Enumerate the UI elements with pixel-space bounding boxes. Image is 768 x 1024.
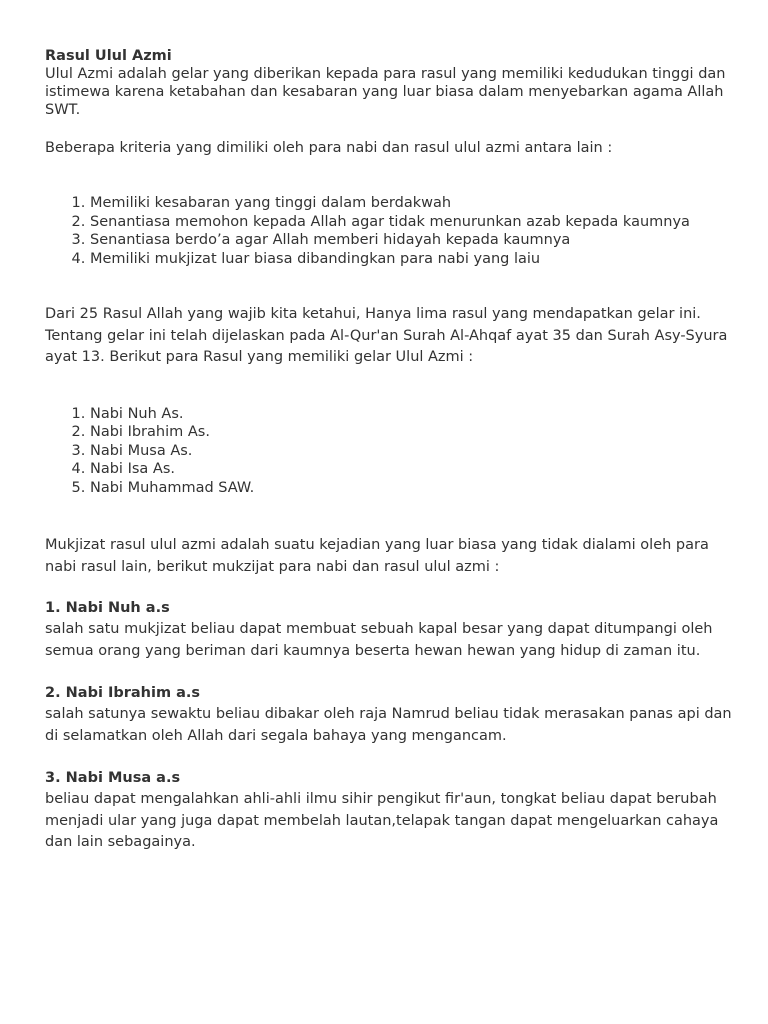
section-nabi-ibrahim xyxy=(45,683,735,747)
criteria-intro: Beberapa kriteria yang dimiliki oleh para nabi dan rasul ulul azmi antara lain : xyxy=(45,140,613,156)
section-heading: 1. Nabi Nuh a.s xyxy=(45,600,170,616)
section-body: salah satunya sewaktu beliau dibakar oleh raja Namrud beliau tidak merasakan panas api dan di selamatkan oleh Allah dari segala bahaya yang mengancam. xyxy=(45,706,732,744)
rasul-list xyxy=(45,405,735,498)
list-item: 1. Memiliki kesabaran yang tinggi dalam berdakwah xyxy=(90,194,735,213)
intro-paragraph: Ulul Azmi adalah gelar yang diberikan kepada para rasul yang memiliki kedudukan tinggi dan istimewa karena ketabahan dan kesabaran yang luar biasa dalam menyebarkan agama Allah SWT. xyxy=(45,66,726,118)
list-item: 5. Nabi Muhammad SAW. xyxy=(90,479,735,498)
list-item: 3. Senantiasa berdo’a agar Allah memberi hidayah kepada kaumnya xyxy=(90,231,735,250)
criteria-list xyxy=(45,194,735,268)
list-item: 2. Senantiasa memohon kepada Allah agar tidak menurunkan azab kepada kaumnya xyxy=(90,213,735,232)
document-title: Rasul Ulul Azmi xyxy=(45,48,172,64)
section-body: salah satu mukjizat beliau dapat membuat sebuah kapal besar yang dapat ditumpangi oleh semua orang yang beriman dari kaumnya beserta hewan hewan yang hidup di zaman itu. xyxy=(45,621,713,659)
section-body: beliau dapat mengalahkan ahli-ahli ilmu sihir pengikut fir'aun, tongkat beliau dapat berubah menjadi ular yang juga dapat membelah lautan,telapak tangan dapat mengeluarkan cahaya dan lain sebagainya. xyxy=(45,791,719,850)
document-page xyxy=(45,47,735,854)
list-item: 3. Nabi Musa As. xyxy=(90,442,735,461)
list-item: 4. Memiliki mukjizat luar biasa dibandingkan para nabi yang laiu xyxy=(90,250,735,269)
section-nabi-musa xyxy=(45,768,735,854)
list-item: 2. Nabi Ibrahim As. xyxy=(90,423,735,442)
rasul-intro-paragraph: Dari 25 Rasul Allah yang wajib kita ketahui, Hanya lima rasul yang mendapatkan gelar ini. Tentang gelar ini telah dijelaskan pada Al-Qur'an Surah Al-Ahqaf ayat 35 dan Surah Asy-Syura ayat 13. Berikut para Rasul yang memiliki gelar Ulul Azmi : xyxy=(45,306,728,365)
list-item: 1. Nabi Nuh As. xyxy=(90,405,735,424)
section-nabi-nuh xyxy=(45,598,735,662)
list-item: 4. Nabi Isa As. xyxy=(90,460,735,479)
section-heading: 3. Nabi Musa a.s xyxy=(45,770,181,786)
mukjizat-intro-paragraph: Mukjizat rasul ulul azmi adalah suatu kejadian yang luar biasa yang tidak dialami oleh para nabi rasul lain, berikut mukzijat para nabi dan rasul ulul azmi : xyxy=(45,537,709,575)
section-heading: 2. Nabi Ibrahim a.s xyxy=(45,685,201,701)
